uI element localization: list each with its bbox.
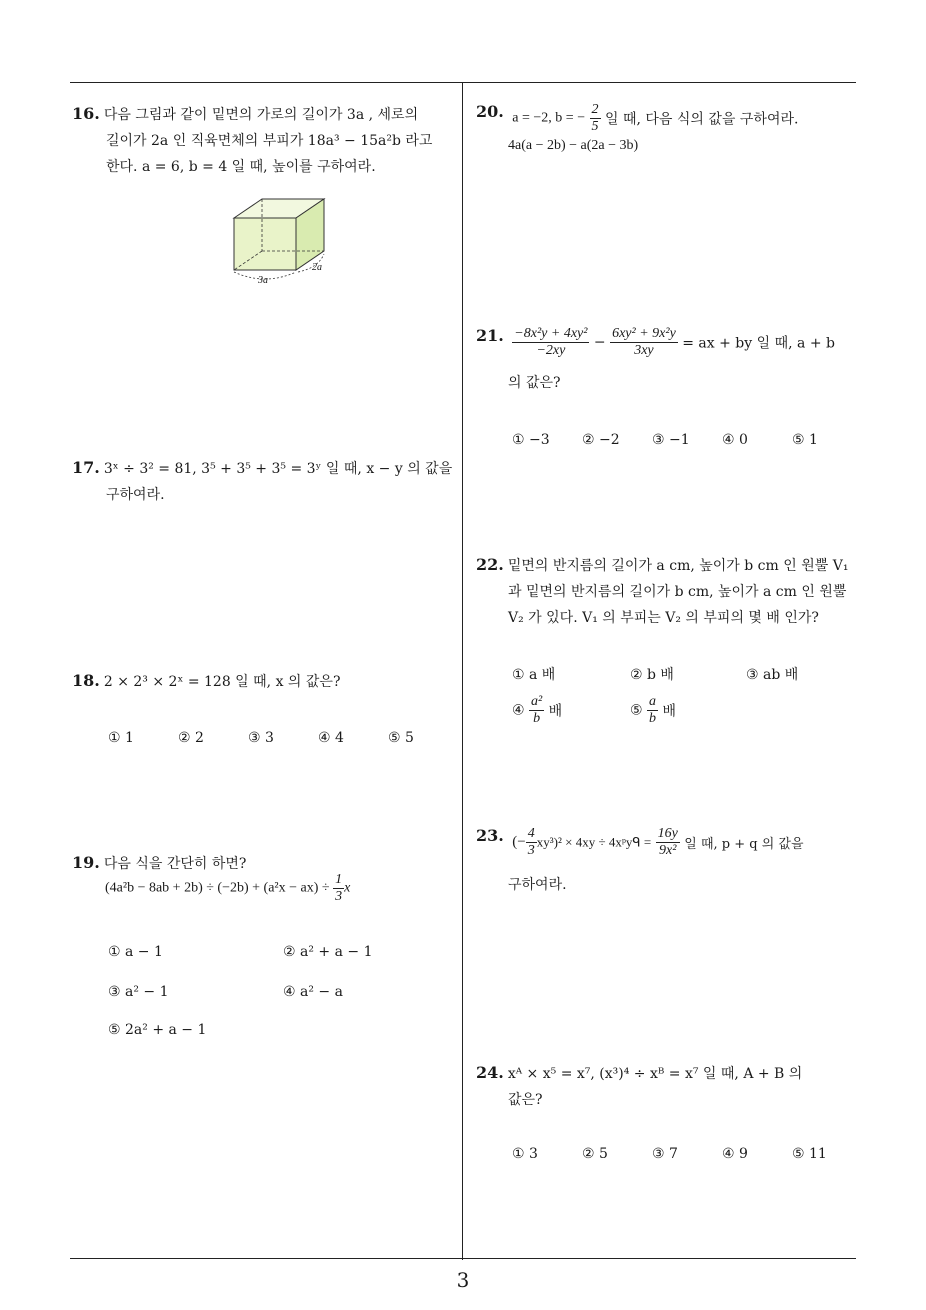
fraction-numerator: 4 — [527, 826, 535, 841]
question-text-line: 값은? — [508, 1092, 543, 1108]
fraction-denominator: −2xy — [536, 343, 566, 358]
choice-option[interactable]: ② 2 — [178, 730, 204, 746]
choice-option[interactable]: ② b 배 — [630, 667, 674, 683]
fraction — [590, 102, 601, 135]
question-text: 일 때, p + q 의 값을 — [684, 837, 804, 852]
question-text-line: 길이가 2a 인 직육면체의 부피가 18a³ − 15a²b 라고 — [106, 133, 433, 149]
choices-22 — [512, 664, 852, 734]
fraction-numerator: a — [649, 694, 657, 709]
fraction — [656, 826, 680, 859]
choice-option[interactable]: ③ ab 배 — [746, 667, 799, 683]
question-text-line: xᴬ × x⁵ = x⁷, (x³)⁴ ÷ xᴮ = x⁷ 일 때, A + B 의 — [507, 1066, 803, 1082]
expression-middle: xy³)² × 4xy ÷ 4xᵖyᑫ = — [536, 834, 652, 850]
choice-option[interactable]: ③ a² − 1 — [108, 984, 169, 1000]
choice-option[interactable]: ③ −1 — [652, 432, 690, 448]
question-number: 18. — [72, 671, 100, 690]
choice-option[interactable]: ⑤ $\frac{a}{b}$ 배 — [630, 694, 676, 726]
choice-option[interactable]: ④ a² − a — [283, 984, 343, 1000]
fraction — [647, 694, 658, 727]
question-text-line: 구하여라. — [508, 877, 567, 893]
choice-option[interactable]: ④ 4 — [318, 730, 344, 746]
choice-option[interactable]: ⑤ 2a² + a − 1 — [108, 1022, 207, 1038]
question-number: 24. — [476, 1063, 504, 1082]
question-19-expression — [105, 872, 350, 905]
cuboid-figure — [222, 192, 342, 288]
figure-label-3a: 3a — [258, 275, 268, 286]
choice-option[interactable]: ④ 9 — [722, 1146, 748, 1162]
bottom-rule — [70, 1258, 856, 1259]
choice-option[interactable]: ① 1 — [108, 730, 134, 746]
choice-option[interactable]: ③ 3 — [248, 730, 274, 746]
question-18 — [72, 668, 456, 695]
question-number: 19. — [72, 853, 100, 872]
question-text-line: 의 값은? — [508, 375, 561, 391]
choice-option[interactable]: ① −3 — [512, 432, 550, 448]
fraction-numerator: a² — [531, 694, 543, 709]
choices-19 — [108, 944, 448, 1044]
fraction — [526, 826, 537, 859]
operator-minus: − — [593, 334, 606, 351]
choice-option[interactable]: ⑤ 11 — [792, 1146, 827, 1162]
fraction-numerator: 1 — [335, 872, 343, 887]
question-17 — [72, 455, 456, 508]
choice-option[interactable]: ① a 배 — [512, 667, 556, 683]
page-number: 3 — [456, 1268, 470, 1292]
choice-option[interactable]: ④ 0 — [722, 432, 748, 448]
question-number: 17. — [72, 458, 100, 477]
question-text-line: 밑면의 반지름의 길이가 a cm, 높이가 b cm 인 원뿔 V₁ — [507, 558, 849, 574]
fraction-denominator: b — [649, 711, 657, 726]
fraction-denominator: 3 — [335, 889, 343, 904]
question-23 — [476, 826, 866, 859]
choice-option[interactable]: ③ 7 — [652, 1146, 678, 1162]
choice-option[interactable]: ① 3 — [512, 1146, 538, 1162]
fraction-denominator: 3xy — [634, 343, 654, 358]
top-rule — [70, 82, 856, 83]
question-number: 23. — [476, 826, 504, 845]
choice-option[interactable]: ① a − 1 — [108, 944, 163, 960]
question-24 — [476, 1060, 860, 1113]
fraction — [333, 872, 344, 905]
choice-option[interactable]: ⑤ 5 — [388, 730, 414, 746]
expression-right: x — [344, 880, 351, 896]
fraction-numerator: −8x²y + 4xy² — [514, 326, 588, 341]
question-20 — [476, 102, 860, 135]
fraction-denominator: 3 — [527, 843, 535, 858]
expression-open: (− — [512, 834, 526, 850]
question-text-line: 다음 식을 간단히 하면? — [103, 856, 247, 872]
question-text-line: 다음 그림과 같이 밑면의 가로의 길이가 3a , 세로의 — [103, 107, 419, 123]
question-text: = ax + by 일 때, a + b — [682, 335, 835, 352]
choice-option[interactable]: ④ $\frac{\text{a²}}{b}$ 배 — [512, 694, 563, 726]
question-20-expression: 4a(a − 2b) − a(2a − 3b) — [508, 138, 639, 153]
fraction — [512, 326, 589, 359]
fraction-numerator: 2 — [591, 102, 599, 117]
choices-18 — [108, 730, 448, 750]
question-16 — [72, 101, 456, 180]
fraction-numerator: 16y — [657, 826, 678, 841]
question-text-line: 2 × 2³ × 2ˣ = 128 일 때, x 의 값은? — [103, 674, 341, 690]
question-text-line: 한다. a = 6, b = 4 일 때, 높이를 구하여라. — [106, 159, 376, 175]
fraction-numerator: 6xy² + 9x²y — [612, 326, 676, 341]
choice-option[interactable]: ② 5 — [582, 1146, 608, 1162]
question-text-line: V₂ 가 있다. V₁ 의 부피는 V₂ 의 부피의 몇 배 인가? — [508, 610, 819, 626]
fraction — [610, 326, 678, 359]
choices-21 — [512, 432, 852, 452]
question-number: 21. — [476, 326, 504, 345]
question-number: 16. — [72, 104, 100, 123]
question-text-line: 3ˣ ÷ 3² = 81, 3⁵ + 3⁵ + 3⁵ = 3ʸ 일 때, x − y 의 값을 — [103, 461, 453, 477]
choice-option[interactable]: ② a² + a − 1 — [283, 944, 373, 960]
question-text: 일 때, 다음 식의 값을 구하여라. — [605, 111, 799, 128]
figure-label-2a: 2a — [312, 262, 322, 273]
question-text-line: 과 밑면의 반지름의 길이가 b cm, 높이가 a cm 인 원뿔 — [508, 584, 847, 600]
choice-option[interactable]: ⑤ 1 — [792, 432, 818, 448]
fraction-denominator: 5 — [591, 119, 599, 134]
question-text-line: 구하여라. — [106, 487, 165, 503]
fraction-denominator: 9x² — [659, 843, 677, 858]
fraction-denominator: b — [533, 711, 541, 726]
column-divider — [462, 82, 463, 1260]
question-number: 20. — [476, 102, 504, 121]
question-text: a = −2, b = − — [512, 110, 586, 126]
cuboid-front-face — [234, 218, 296, 270]
question-22 — [476, 552, 860, 631]
fraction — [529, 694, 544, 727]
question-number: 22. — [476, 555, 504, 574]
expression-left: (4a²b − 8ab + 2b) ÷ (−2b) + (a²x − ax) ÷ — [105, 880, 330, 896]
choices-24 — [512, 1146, 852, 1166]
question-21 — [476, 326, 860, 359]
choice-option[interactable]: ② −2 — [582, 432, 620, 448]
